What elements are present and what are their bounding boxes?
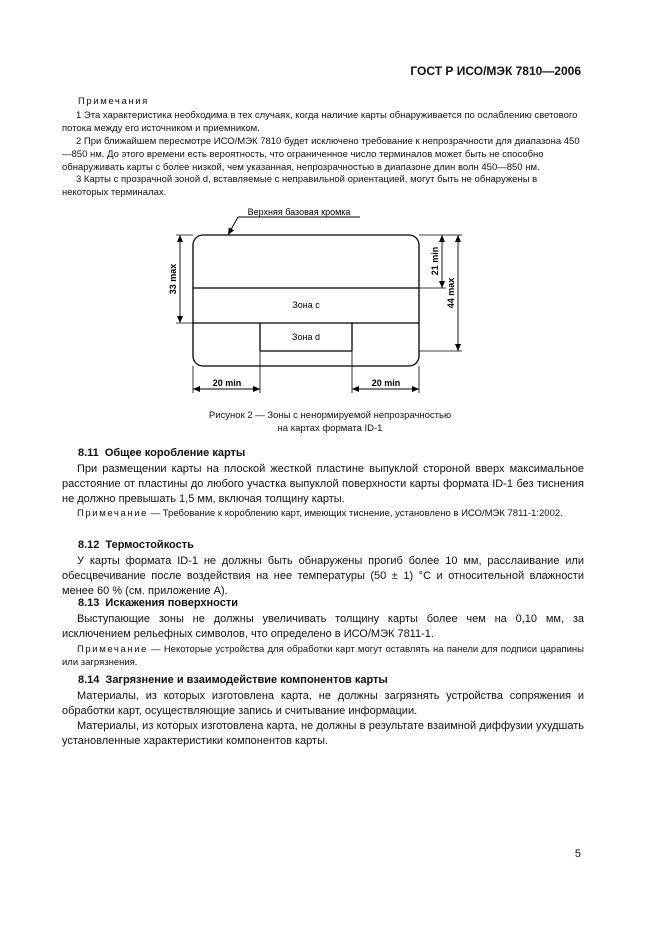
section-number: 8.14 (78, 674, 100, 686)
caption-line-1: Рисунок 2 — Зоны с ненормируемой непрозрачностью (208, 410, 452, 421)
section-title: Термостойкость (105, 539, 194, 551)
section-number: 8.12 (78, 539, 100, 551)
top-edge-label: Верхняя базовая кромка (247, 207, 351, 217)
section-8-11-note (62, 507, 584, 520)
section-8-13-heading (78, 597, 238, 609)
figure-caption (130, 409, 530, 435)
note-text: — Требование к короблению карт, имеющих тиснение, установлено в ИСО/МЭК 7811-1:2002. (148, 508, 563, 519)
section-title: Загрязнение и взаимодействие компонентов карты (105, 674, 388, 686)
note-2: 2 При ближайшем пересмотре ИСО/МЭК 7810 будет исключено требование к непрозрачности для диапазона 450—850 нм. До этого времени есть вероятность, что ограниченное число терминалов может быть не способно обнаруживать карты с более низкой, чем указанная, непрозрачностью в диапазоне длин волн 450—850 нм. (62, 136, 580, 173)
section-8-11-text: При размещении карты на плоской жесткой пластине выпуклой стороной вверх максимальное расстояние от пластины до любого участка выпуклой поверхности карты формата ID-1 без тиснения не должно превышать 1,5 мм, включая толщину карты. (62, 463, 584, 505)
note-text: — Некоторые устройства для обработки карт могут оставлять на панели для подписи царапины или загрязнения. (62, 644, 584, 668)
section-8-14-text-2: Материалы, из которых изготовлена карта, не должны в результате взаимной диффузии ухудшать установленные характеристики компонентов карты. (62, 720, 584, 747)
dim-33-label: 33 max (168, 263, 178, 295)
page-number: 5 (574, 848, 581, 860)
section-8-13-text: Выступающие зоны не должны увеличивать толщину карты более чем на 0,10 мм, за исключением рельефных символов, что определено в ИСО/МЭК 7811-1. (62, 613, 584, 640)
section-number: 8.13 (78, 597, 100, 609)
figure-2-diagram (0, 195, 661, 410)
zone-d-label: Зона d (292, 332, 320, 342)
top-edge-leader (228, 217, 238, 235)
note-label: Примечание (77, 508, 148, 519)
section-title: Общее коробление карты (104, 447, 246, 459)
notes-title: Примечания (78, 96, 149, 107)
note-1: 1 Эта характеристика необходима в тех случаях, когда наличие карты обнаруживается по ослаблению светового потока между его источником и приемником. (62, 110, 578, 134)
dim-left-label: 20 min (212, 378, 242, 388)
note-label: Примечание (77, 644, 148, 655)
section-8-14-heading (78, 674, 388, 686)
zone-c-label: Зона c (292, 300, 320, 310)
section-8-14-text-1: Материалы, из которых изготовлена карта, не должны загрязнять устройства сопряжения и обработки карт, осуществляющие запись и считывание информации. (62, 690, 584, 717)
caption-line-2: на картах формата ID-1 (277, 423, 383, 434)
section-8-13-note (62, 643, 584, 669)
note-3: 3 Карты с прозрачной зоной d, вставляемые с неправильной ориентацией, могут быть не обнаружены в некоторых терминалах. (62, 174, 538, 198)
section-8-12-text: У карты формата ID-1 не должны быть обнаружены прогиб более 10 мм, расслаивание или обесцвечивание после воздействия на нее температуры (50 ± 1) °С и относительной влажности менее 60 % (см. приложение А). (62, 555, 584, 597)
dim-44-label: 44 max (446, 277, 456, 309)
section-number: 8.11 (78, 447, 99, 459)
section-title: Искажения поверхности (105, 597, 238, 609)
dim-right-label: 20 min (371, 378, 401, 388)
section-8-11-heading (78, 447, 245, 459)
section-8-12-heading (78, 539, 194, 551)
dim-21-label: 21 min (430, 246, 440, 276)
document-header: ГОСТ Р ИСО/МЭК 7810—2006 (410, 64, 581, 78)
